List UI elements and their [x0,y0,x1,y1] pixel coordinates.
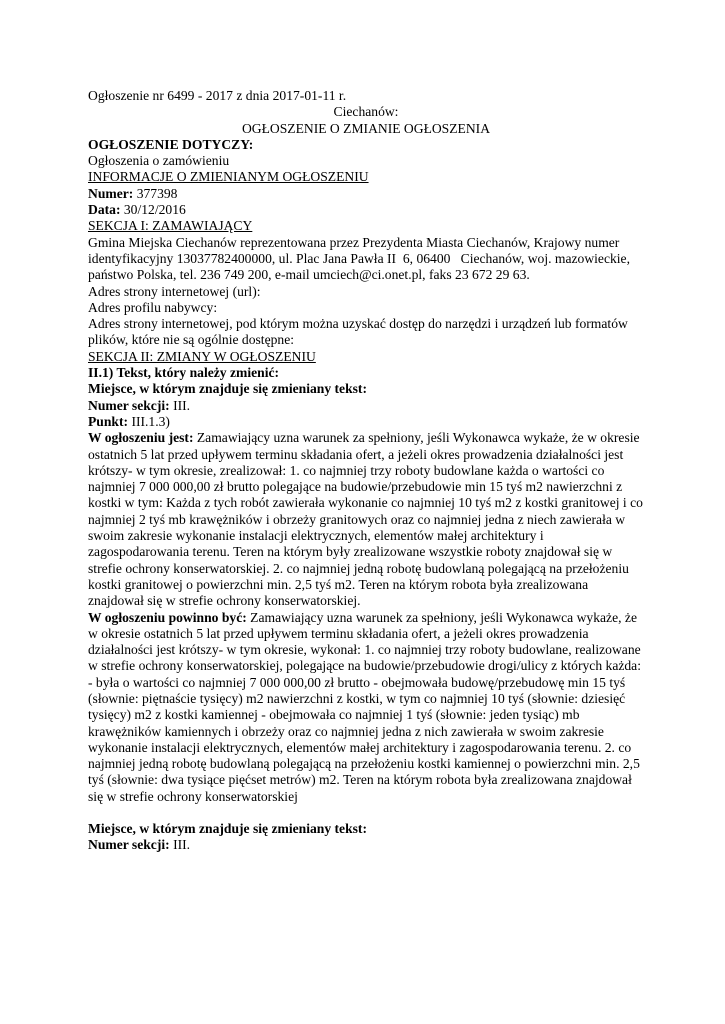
number-label: Numer: [88,185,134,201]
notice-number-line: Ogłoszenie nr 6499 - 2017 z dnia 2017-01-11 r. [88,88,347,103]
contractor-paragraph: Gmina Miejska Ciechanów reprezentowana przez Prezydenta Miasta Ciechanów, Krajowy numer identyfikacyjny 13037782400000, ul. Plac Jana Pawła II 6, 06400 Ciechanów, woj. mazowieckie, państwo Polska, tel. 236 749 200, e-mail umciech@ci.onet.pl, faks 23 672 29 63. [88,234,634,283]
document-title: OGŁOSZENIE O ZMIANIE OGŁOSZENIA [241,120,491,136]
point-line [88,414,644,430]
new-text-label: W ogłoszeniu powinno być: [88,609,247,625]
number-value: 377398 [133,185,178,201]
section1-heading: SEKCJA I: ZAMAWIAJĄCY [88,218,253,234]
concerns-value: Ogłoszenia o zamówieniu [88,153,230,169]
section2-heading: SEKCJA II: ZMIANY W OGŁOSZENIU [88,348,316,364]
date-value: 30/12/2016 [120,202,186,218]
place-label-2: Miejsce, w którym znajduje się zmieniany tekst: [88,821,367,837]
current-text-paragraph [88,430,647,609]
date-label: Data: [88,202,121,218]
paragraph-spacer [88,805,644,821]
section2-subheading: II.1) Tekst, który należy zmienić: [88,365,280,381]
document-page [88,88,647,854]
section-number-label: Numer sekcji: [88,397,170,413]
section-number-value-2: III. [169,837,191,853]
section-number-label-2: Numer sekcji: [88,837,170,853]
city-line: Ciechanów: [333,104,399,120]
new-text-body: Zamawiający uzna warunek za spełniony, jeśli Wykonawca wykaże, że w okresie ostatnich 5 lat przed upływem terminu składania ofert, a jeżeli okres prowadzenia działalności jest krótszy- w tym okresie, wykonał: 1. co najmniej trzy roboty budowlane, realizowane w strefie ochrony konserwatorskiej, polegające na budowie/przebudowie drogi/ulicy z których każda: - była o wartości co najmniej 7 000 000,00 zł brutto - obejmowała budowę/przebudowę min 15 tyś (słownie: piętnaście tysięcy) m2 nawierzchni z kostki, w tym co najmniej 10 tyś (słownie: dziesięć tysięcy) m2 z kostki kamiennej - obejmowała co najmniej 1 tyś (słownie: jeden tysiąc) mb krawężników kamiennych i obrzeży oraz co najmniej jedna z nich zawierała w swoim zakresie wykonanie instalacji elektrycznych, elementów małej architektury i zagospodarowania terenu. 2. co najmniej jedną robotę budowlaną polegającą na przełożeniu kostki kamiennej o powierzchni min. 2,5 tyś (słownie: dwa tysiące pięćset metrów) m2. Teren na którym robota była zrealizowana znajdował się w strefie ochrony konserwatorskiej [88,609,645,804]
section-number-value: III. [169,397,191,413]
new-text-paragraph [88,610,644,806]
concerns-heading: OGŁOSZENIE DOTYCZY: [88,136,254,152]
number-line [88,186,644,202]
point-label: Punkt: [88,413,129,429]
buyer-profile-label: Adres profilu nabywcy: [88,299,218,315]
section-number-line [88,398,644,414]
url-label: Adres strony internetowej (url): [88,283,261,299]
current-text-label: W ogłoszeniu jest: [88,430,194,446]
tools-paragraph: Adres strony internetowej, pod którym można uzyskać dostęp do narzędzi i urządzeń lub formatów plików, które nie są ogólnie dostępne: [88,316,632,348]
info-heading: INFORMACJE O ZMIENIANYM OGŁOSZENIU [88,169,369,185]
place-label: Miejsce, w którym znajduje się zmieniany tekst: [88,381,367,397]
date-line [88,202,644,218]
current-text-body: Zamawiający uzna warunek za spełniony, jeśli Wykonawca wykaże, że w okresie ostatnich 5 lat przed upływem terminu składania ofert, a jeżeli okres prowadzenia działalności jest krótszy- w tym okresie, zrealizował: 1. co najmniej trzy roboty budowlane każda o wartości co najmniej 7 000 000,00 zł brutto polegające na budowie/przebudowie min 15 tyś m2 nawierzchni z kostki w tym: Każda z tych robót zawierała wykonanie co najmniej 10 tyś m2 z kostki granitowej i co najmniej 2 tyś mb krawężników i obrzeży granitowych oraz co najmniej jedna z niech zawierała w swoim zakresie wykonanie instalacji elektrycznych, elementów małej architektury i zagospodarowania terenu. Teren na którym były zrealizowane wszystkie roboty znajdował się w strefie ochrony konserwatorskiej. 2. co najmniej jedną robotę budowlaną polegającą na przełożeniu kostki granitowej o powierzchni min. 2,5 tyś m2. Teren na którym robota była zrealizowana znajdował się w strefie ochrony konserwatorskiej. [88,430,647,609]
section-number-line-2 [88,837,644,853]
point-value: III.1.3) [128,413,170,429]
